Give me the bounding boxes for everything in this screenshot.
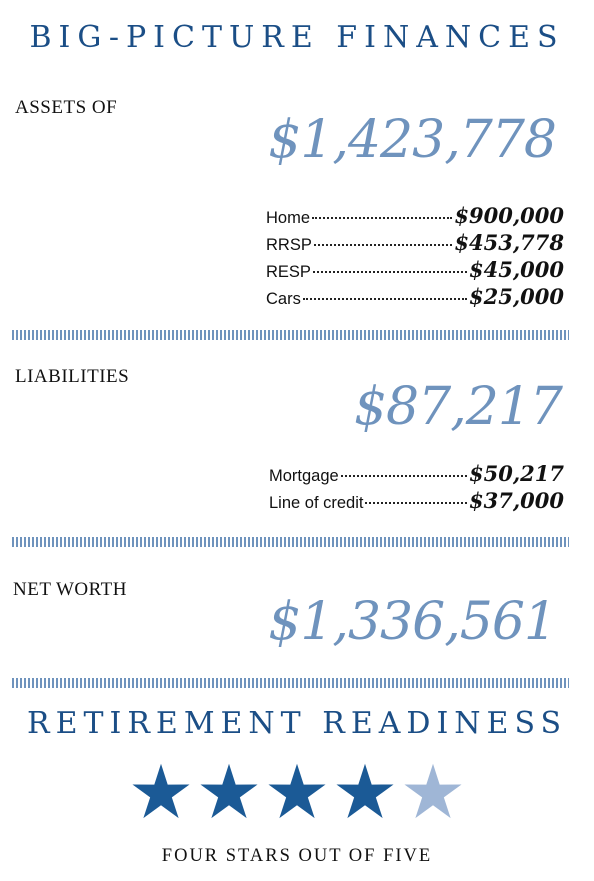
leader-dots xyxy=(313,271,467,273)
asset-value: $900,000 xyxy=(454,203,564,228)
asset-row-rrsp xyxy=(266,230,564,257)
retirement-title: RETIREMENT READINESS xyxy=(26,706,568,741)
leader-dots xyxy=(341,475,467,477)
asset-label: RRSP xyxy=(266,236,312,254)
section-divider xyxy=(12,678,569,688)
rating-caption: FOUR STARS OUT OF FIVE xyxy=(161,846,433,866)
leader-dots xyxy=(365,502,467,504)
liabilities-breakdown xyxy=(269,461,564,515)
asset-label: RESP xyxy=(266,263,311,281)
asset-row-resp xyxy=(266,257,564,284)
star-icon xyxy=(267,762,327,822)
leader-dots xyxy=(312,217,452,219)
star-icon xyxy=(403,762,463,822)
liability-value: $37,000 xyxy=(469,488,564,513)
asset-value: $25,000 xyxy=(469,284,564,309)
leader-dots xyxy=(303,298,467,300)
leader-dots xyxy=(314,244,453,246)
assets-total: $1,423,778 xyxy=(268,110,556,170)
net-worth-label: NET WORTH xyxy=(13,579,128,600)
liability-value: $50,217 xyxy=(469,461,564,486)
star-rating xyxy=(0,762,594,827)
star-icon xyxy=(199,762,259,822)
section-divider xyxy=(12,537,569,547)
star-icon xyxy=(131,762,191,822)
asset-label: Home xyxy=(266,209,311,227)
section-divider xyxy=(12,330,569,340)
liability-label: Line of credit xyxy=(269,494,364,512)
liability-row-line-of-credit xyxy=(269,488,564,515)
liabilities-label: LIABILITIES xyxy=(15,366,130,387)
liability-label: Mortgage xyxy=(269,467,339,485)
asset-row-cars xyxy=(266,284,564,311)
assets-breakdown xyxy=(266,203,564,311)
liability-row-mortgage xyxy=(269,461,564,488)
asset-row-home xyxy=(266,203,564,230)
asset-value: $45,000 xyxy=(469,257,564,282)
asset-label: Cars xyxy=(266,290,301,308)
asset-value: $453,778 xyxy=(454,230,564,255)
net-worth-total: $1,336,561 xyxy=(268,592,556,652)
assets-label: ASSETS OF xyxy=(15,97,118,118)
liabilities-total: $87,217 xyxy=(353,377,562,437)
star-icon xyxy=(335,762,395,822)
page-title: BIG-PICTURE FINANCES xyxy=(29,20,565,55)
